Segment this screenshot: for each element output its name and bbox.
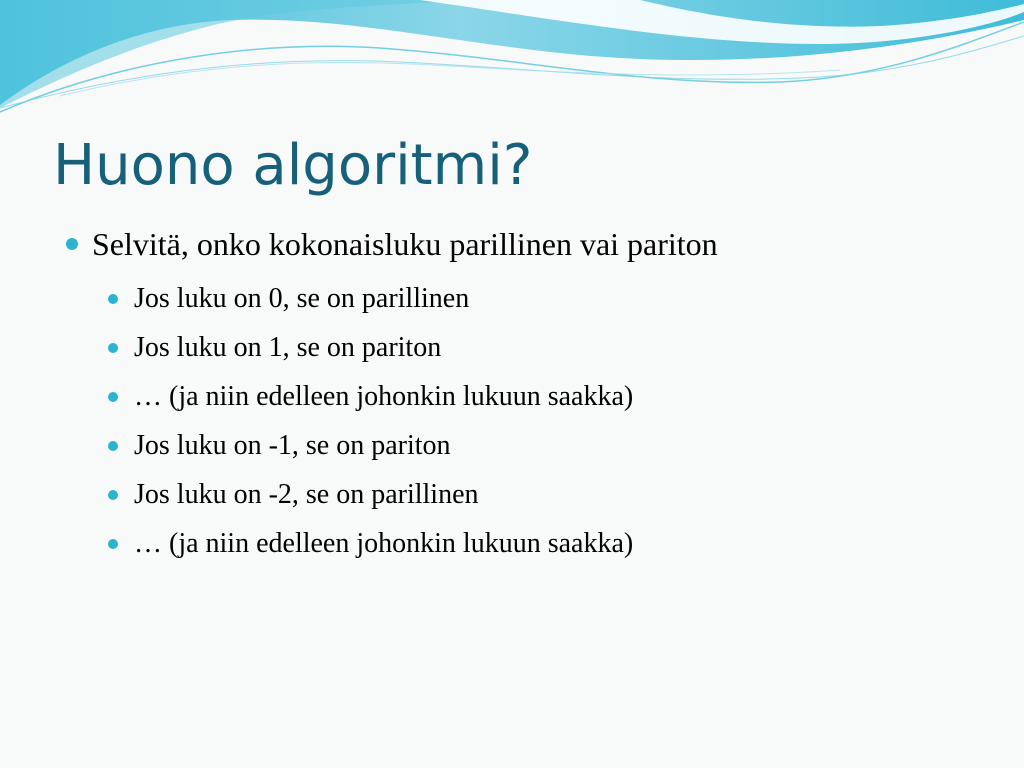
sub-bullet-text: Jos luku on 0, se on parillinen <box>134 283 470 314</box>
sub-bullet-text: Jos luku on -1, se on pariton <box>134 430 451 461</box>
bullet-dot-icon <box>108 539 118 549</box>
bullet-text: Selvitä, onko kokonaisluku parillinen vai pariton <box>92 226 718 262</box>
bullet-item <box>0 222 1024 266</box>
bullet-dot-icon <box>108 490 118 500</box>
sub-bullet-item <box>0 274 1024 323</box>
slide-title: Huono algoritmi? <box>53 133 533 198</box>
sub-bullet-text: … (ja niin edelleen johonkin lukuun saakka) <box>134 528 634 559</box>
bullet-list <box>0 222 1024 568</box>
wave-header-decoration <box>0 0 1024 120</box>
bullet-dot-icon <box>108 294 118 304</box>
bullet-dot-icon <box>108 441 118 451</box>
sub-bullet-item <box>0 421 1024 470</box>
bullet-dot-icon <box>66 238 78 250</box>
sub-bullet-item <box>0 519 1024 568</box>
sub-bullet-text: Jos luku on 1, se on pariton <box>134 332 442 363</box>
sub-bullet-item <box>0 372 1024 421</box>
bullet-dot-icon <box>108 392 118 402</box>
sub-bullet-text: … (ja niin edelleen johonkin lukuun saakka) <box>134 381 634 412</box>
sub-bullet-text: Jos luku on -2, se on parillinen <box>134 479 479 510</box>
sub-bullet-item <box>0 323 1024 372</box>
sub-bullet-item <box>0 470 1024 519</box>
bullet-dot-icon <box>108 343 118 353</box>
